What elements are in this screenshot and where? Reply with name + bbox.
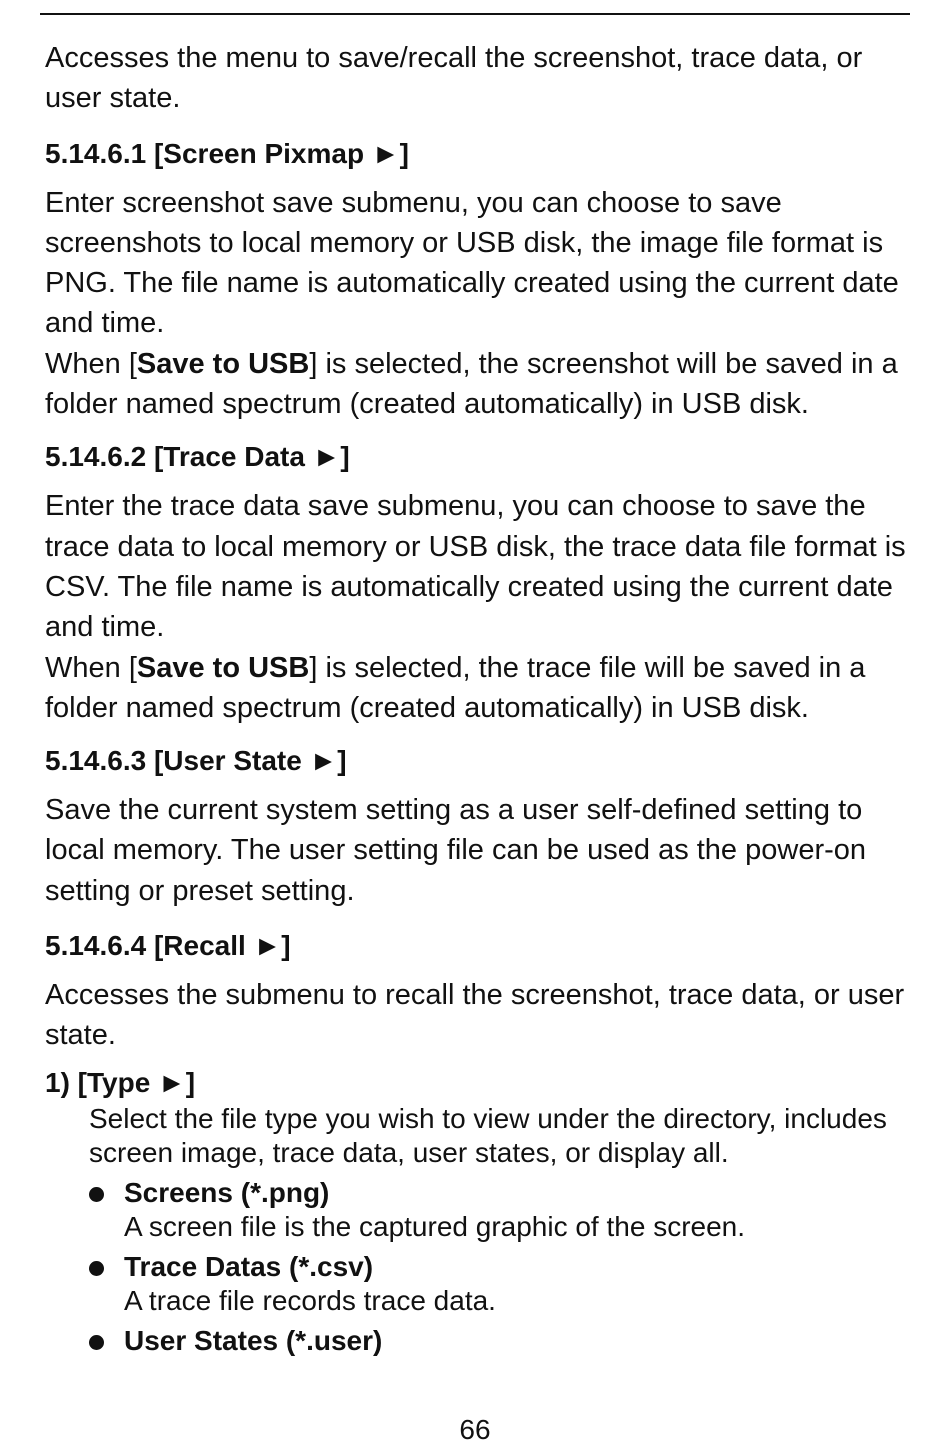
list-item-title: Screens (*.png) — [124, 1176, 330, 1208]
screen-pixmap-paragraph: Enter screenshot save submenu, you can choose to save screenshots to local memory or USB disk, the image file format is PNG. The file name is automatically created using the current date and time. — [45, 186, 899, 340]
screen-pixmap-usb-note: When [Save to USB] is selected, the screenshot will be saved in a folder named spectrum (created automatically) in USB disk. — [45, 347, 898, 421]
page-content — [45, 38, 915, 1364]
trace-data-usb-note: When [Save to USB] is selected, the trace file will be saved in a folder named spectrum (created automatically) in USB disk. — [45, 651, 866, 724]
user-state-paragraph: Save the current system setting as a user self-defined setting to local memory. The user setting file can be used as the power-on setting or preset setting. — [45, 794, 867, 907]
heading-user-state: 5.14.6.3 [User State ►] — [45, 745, 347, 777]
list-item-title: User States (*.user) — [124, 1324, 383, 1356]
heading-screen-pixmap: 5.14.6.1 [Screen Pixmap ►] — [45, 137, 409, 169]
bullet-icon — [89, 1261, 104, 1276]
list-item — [89, 1176, 915, 1244]
heading-trace-data: 5.14.6.2 [Trace Data ►] — [45, 441, 350, 473]
list-item — [89, 1250, 915, 1318]
page-number: 66 — [459, 1414, 491, 1445]
save-to-usb-label: Save to USB — [136, 651, 310, 684]
intro-paragraph: Accesses the menu to save/recall the screenshot, trace data, or user state. — [45, 42, 863, 115]
list-item-description: A trace file records trace data. — [124, 1284, 496, 1316]
bullet-icon — [89, 1187, 104, 1202]
recall-paragraph: Accesses the submenu to recall the screenshot, trace data, or user state. — [45, 979, 905, 1052]
type-heading: 1) [Type ►] — [45, 1066, 196, 1098]
file-type-list — [89, 1176, 915, 1358]
list-item — [89, 1324, 915, 1358]
list-item-description: A screen file is the captured graphic of the screen. — [124, 1210, 746, 1242]
type-description: Select the file type you wish to view under the directory, includes screen image, trace data, user states, or display all. — [89, 1102, 887, 1168]
list-item-title: Trace Datas (*.csv) — [124, 1250, 374, 1282]
save-to-usb-label: Save to USB — [136, 347, 310, 380]
bullet-icon — [89, 1335, 104, 1350]
header-rule — [40, 13, 910, 15]
heading-recall: 5.14.6.4 [Recall ►] — [45, 930, 291, 962]
trace-data-paragraph: Enter the trace data save submenu, you can choose to save the trace data to local memory or USB disk, the trace data file format is CSV. The file name is automatically created using the current date and time. — [45, 490, 906, 644]
